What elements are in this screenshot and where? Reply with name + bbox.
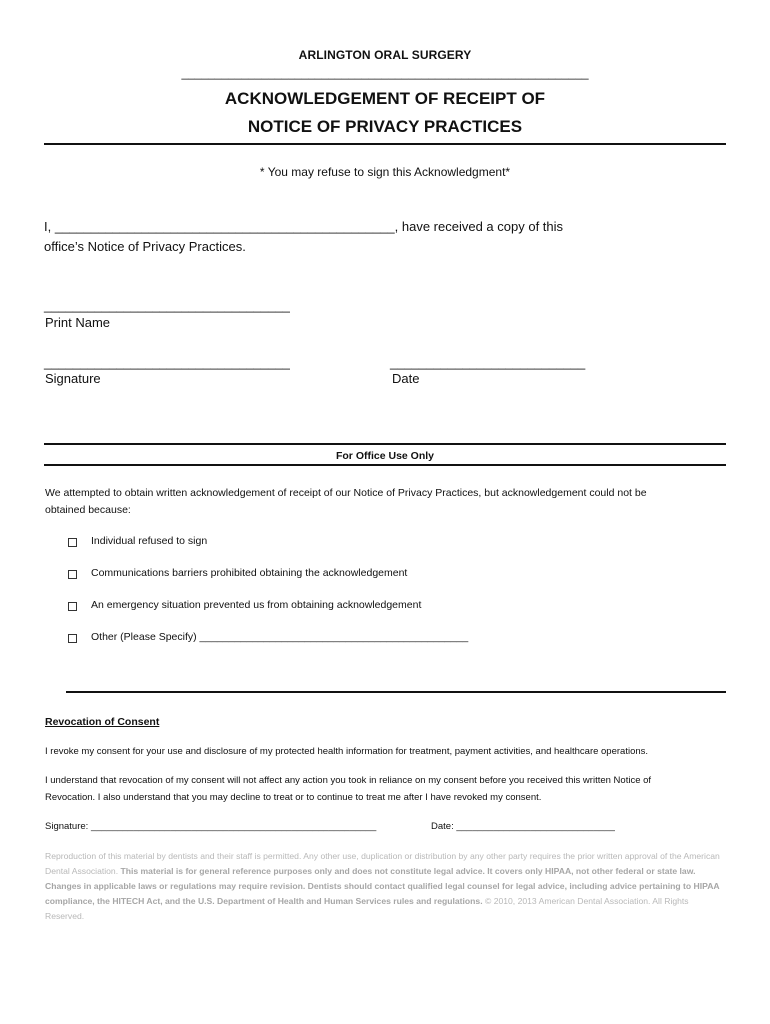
option-emergency-label: An emergency situation prevented us from obtaining acknowledgement — [91, 599, 422, 611]
revocation-para2-line2: Revocation. I also understand that you may decline to treat or to continue to treat me after I have revoked my consent. — [45, 792, 542, 803]
emergency-checkbox[interactable] — [68, 602, 77, 611]
print-name-field[interactable]: __________________________________ — [44, 298, 290, 313]
footer-part1: Reproduction of this material by dentists and their staff is permitted. Any other use, duplication or distribution by any other party requires the prior written approval of the American Dental Association. — [45, 851, 720, 876]
office-use-end-rule — [66, 691, 726, 693]
header-divider: _____________________________________________________________ — [181, 66, 589, 80]
footer-disclaimer — [45, 849, 725, 924]
revocation-para2-line1: I understand that revocation of my consent will not affect any action you took in reliance on my consent before you received this written Notice of — [45, 775, 652, 786]
title-rule — [44, 143, 726, 145]
revocation-para1: I revoke my consent for your use and disclosure of my protected health information for treatment, payment activities, and healthcare operations. — [45, 746, 649, 757]
footer-part3: © 2010, 2013 American Dental Association. All Rights Reserved. — [45, 896, 689, 921]
acknowledgement-line1[interactable]: I, _______________________________________________, have received a copy of this — [44, 219, 564, 234]
page-title-line2: NOTICE OF PRIVACY PRACTICES — [247, 117, 523, 136]
office-use-heading: For Office Use Only — [335, 450, 435, 462]
footer-part2: This material is for general reference purposes only and does not constitute legal advice. It covers only HIPAA, not other federal or state law. Changes in applicable laws or regulations may require revision. Dentists should contact qualified legal counsel for legal advice, including advice pertaining to HIPAA compliance, the HITECH Act, and the U.S. Department of Health and Human Services rules and regulations. — [45, 866, 720, 906]
practice-name: ARLINGTON ORAL SURGERY — [298, 48, 472, 62]
page-title-line1: ACKNOWLEDGEMENT OF RECEIPT OF — [224, 89, 546, 108]
office-use-bottom-rule — [44, 464, 726, 466]
revocation-date-field[interactable]: Date: ______________________________ — [431, 821, 615, 832]
date-field[interactable]: ___________________________ — [390, 355, 586, 370]
refused-checkbox[interactable] — [68, 538, 77, 547]
office-use-intro-line1: We attempted to obtain written acknowledgement of receipt of our Notice of Privacy Practices, but acknowledgement could not be — [45, 487, 647, 499]
refuse-note: * You may refuse to sign this Acknowledgment* — [259, 165, 511, 179]
other-checkbox[interactable] — [68, 634, 77, 643]
signature-label: Signature — [45, 371, 101, 386]
option-refused-label: Individual refused to sign — [91, 535, 208, 547]
option-other-label[interactable]: Other (Please Specify) ______________________________________________ — [91, 631, 469, 643]
option-communication-label: Communications barriers prohibited obtaining the acknowledgement — [91, 567, 408, 579]
signature-field[interactable]: __________________________________ — [44, 355, 290, 370]
communication-checkbox[interactable] — [68, 570, 77, 579]
revocation-signature-field[interactable]: Signature: ______________________________________________________ — [45, 821, 377, 832]
acknowledgement-line2: office’s Notice of Privacy Practices. — [44, 239, 246, 254]
date-label: Date — [392, 371, 420, 386]
office-use-top-rule — [44, 443, 726, 445]
office-use-intro-line2: obtained because: — [45, 504, 131, 516]
print-name-label: Print Name — [45, 315, 111, 330]
revocation-heading: Revocation of Consent — [45, 716, 160, 728]
